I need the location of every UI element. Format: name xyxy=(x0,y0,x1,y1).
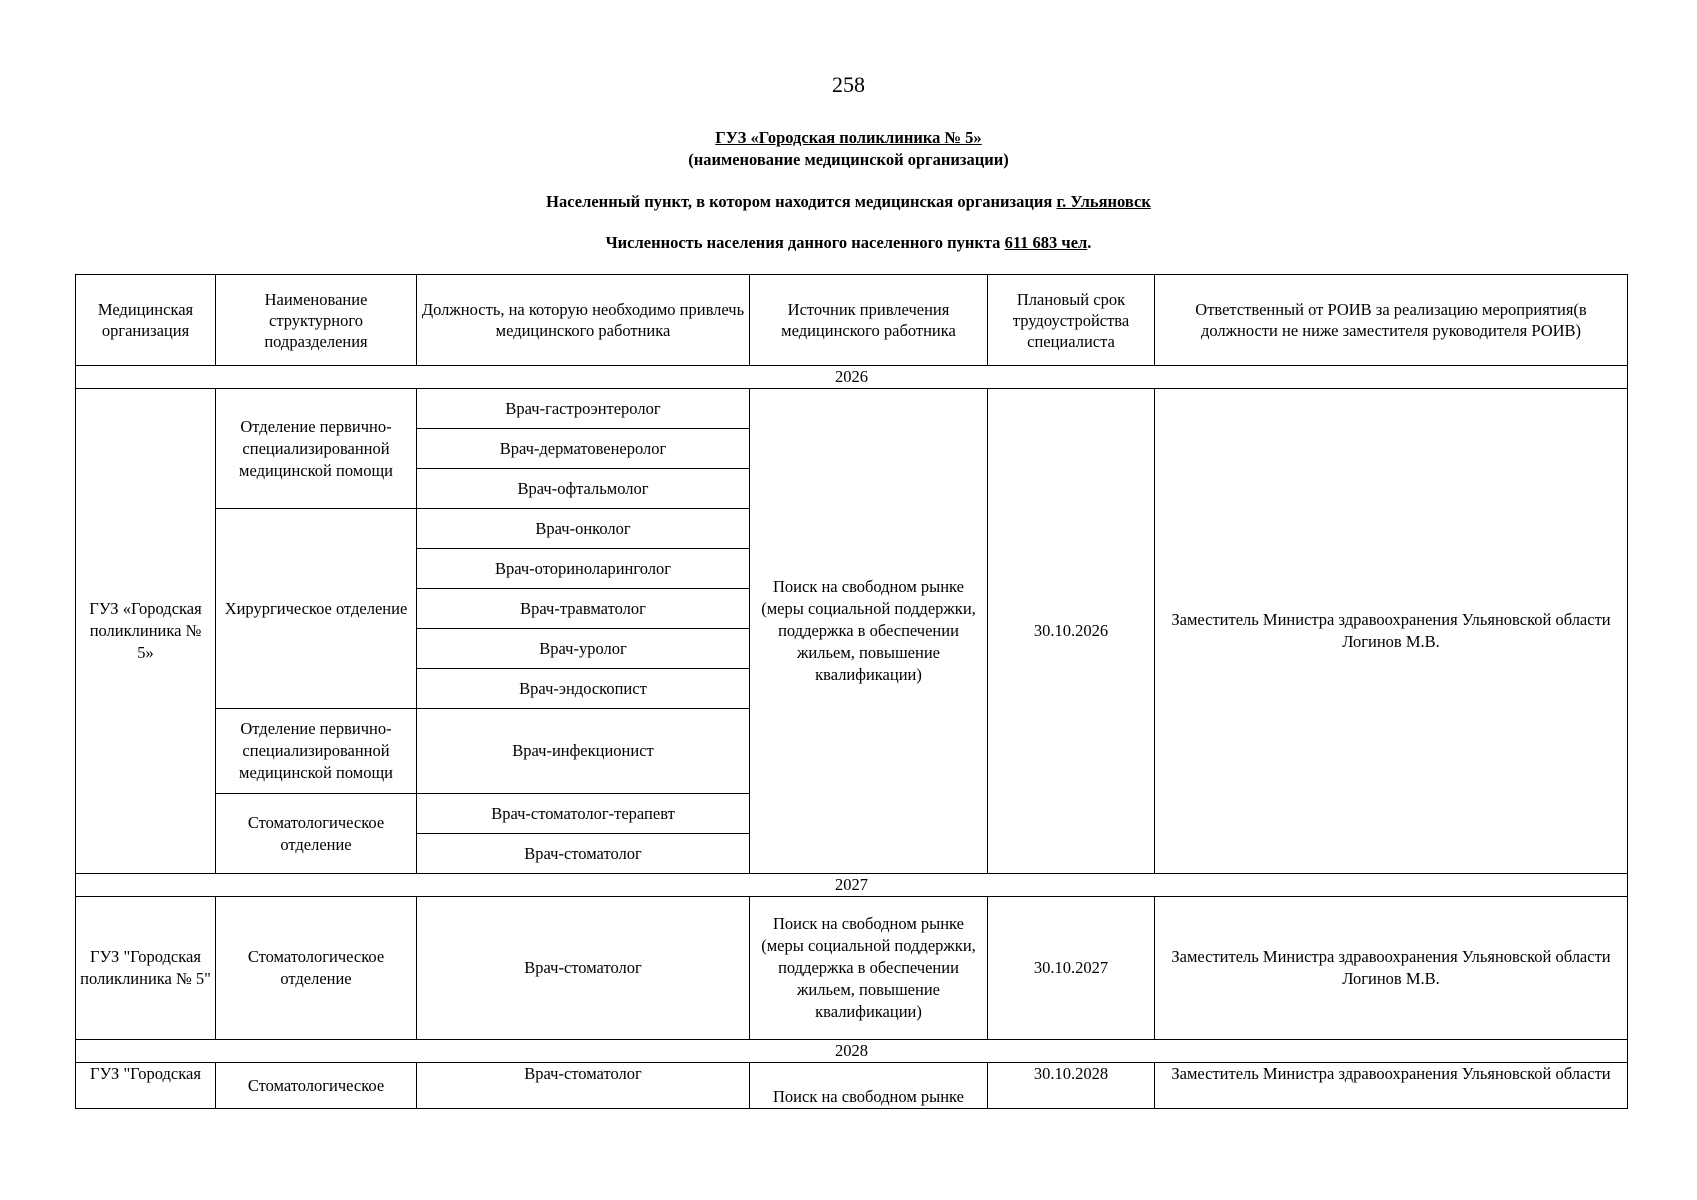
position-cell: Врач-дерматовенеролог xyxy=(417,429,750,469)
position-cell: Врач-инфекционист xyxy=(417,709,750,794)
department-cell: Отделение первично-специализированной медицинской помощи xyxy=(216,709,417,794)
year-row-2027 xyxy=(76,874,1628,897)
year-row-2026 xyxy=(76,366,1628,389)
population-value: 611 683 чел xyxy=(1004,233,1088,252)
deadline-cell: 30.10.2026 xyxy=(988,389,1155,874)
org-cell: ГУЗ "Городская поликлиника № 5" xyxy=(76,897,216,1040)
year-row-2028 xyxy=(76,1040,1628,1063)
staffing-table xyxy=(75,274,1628,1109)
position-cell: Врач-стоматолог xyxy=(417,897,750,1040)
department-cell: Отделение первично-специализированной медицинской помощи xyxy=(216,389,417,509)
org-subtitle: (наименование медицинской организации) xyxy=(688,150,1009,169)
header-row xyxy=(76,275,1628,366)
department-cell: Хирургическое отделение xyxy=(216,509,417,709)
locality-value: г. Ульяновск xyxy=(1056,192,1151,211)
position-cell: Врач-гастроэнтеролог xyxy=(417,389,750,429)
population-suffix: . xyxy=(1087,233,1092,252)
org-title-text: ГУЗ «Городская поликлиника № 5» xyxy=(715,128,982,147)
year-label: 2027 xyxy=(76,874,1628,897)
header-source: Источник привлечения медицинского работника xyxy=(750,275,988,366)
header-deadline: Плановый срок трудоустройства специалиста xyxy=(988,275,1155,366)
header-position: Должность, на которую необходимо привлечь медицинского работника xyxy=(417,275,750,366)
header-responsible: Ответственный от РОИВ за реализацию мероприятия(в должности не ниже заместителя руководителя РОИВ) xyxy=(1155,275,1628,366)
org-cell: ГУЗ «Городская поликлиника № 5» xyxy=(76,389,216,874)
deadline-cell: 30.10.2027 xyxy=(988,897,1155,1040)
position-cell: Врач-офтальмолог xyxy=(417,469,750,509)
source-cell: Поиск на свободном рынке xyxy=(750,1063,988,1109)
population-line xyxy=(0,233,1697,253)
position-cell: Врач-онколог xyxy=(417,509,750,549)
position-cell: Врач-стоматолог xyxy=(417,1063,750,1109)
org-cell: ГУЗ "Городская xyxy=(76,1063,216,1109)
position-cell: Врач-эндоскопист xyxy=(417,669,750,709)
department-cell: Стоматологическое отделение xyxy=(216,897,417,1040)
header-org: Медицинская организация xyxy=(76,275,216,366)
position-cell: Врач-уролог xyxy=(417,629,750,669)
population-label: Численность населения данного населенного пункта xyxy=(605,233,1001,252)
table-row xyxy=(76,897,1628,1040)
department-cell: Стоматологическое отделение xyxy=(216,794,417,874)
source-cell: Поиск на свободном рынке (меры социальной поддержки, поддержка в обеспечении жильем, повышение квалификации) xyxy=(750,389,988,874)
org-title xyxy=(0,128,1697,148)
table-row xyxy=(76,389,1628,429)
position-cell: Врач-травматолог xyxy=(417,589,750,629)
responsible-cell: Заместитель Министра здравоохранения Ульяновской области Логинов М.В. xyxy=(1155,897,1628,1040)
position-cell: Врач-стоматолог xyxy=(417,834,750,874)
table-row xyxy=(76,1063,1628,1109)
header-department: Наименование структурного подразделения xyxy=(216,275,417,366)
locality-line xyxy=(0,192,1697,212)
locality-label: Населенный пункт, в котором находится медицинская организация xyxy=(546,192,1053,211)
year-label: 2026 xyxy=(76,366,1628,389)
position-cell: Врач-стоматолог-терапевт xyxy=(417,794,750,834)
responsible-cell: Заместитель Министра здравоохранения Ульяновской области Логинов М.В. xyxy=(1155,389,1628,874)
position-cell: Врач-оториноларинголог xyxy=(417,549,750,589)
source-cell: Поиск на свободном рынке (меры социальной поддержки, поддержка в обеспечении жильем, повышение квалификации) xyxy=(750,897,988,1040)
page-number: 258 xyxy=(832,72,865,97)
year-label: 2028 xyxy=(76,1040,1628,1063)
deadline-cell: 30.10.2028 xyxy=(988,1063,1155,1109)
department-cell: Стоматологическое xyxy=(216,1063,417,1109)
responsible-cell: Заместитель Министра здравоохранения Ульяновской области xyxy=(1155,1063,1628,1109)
